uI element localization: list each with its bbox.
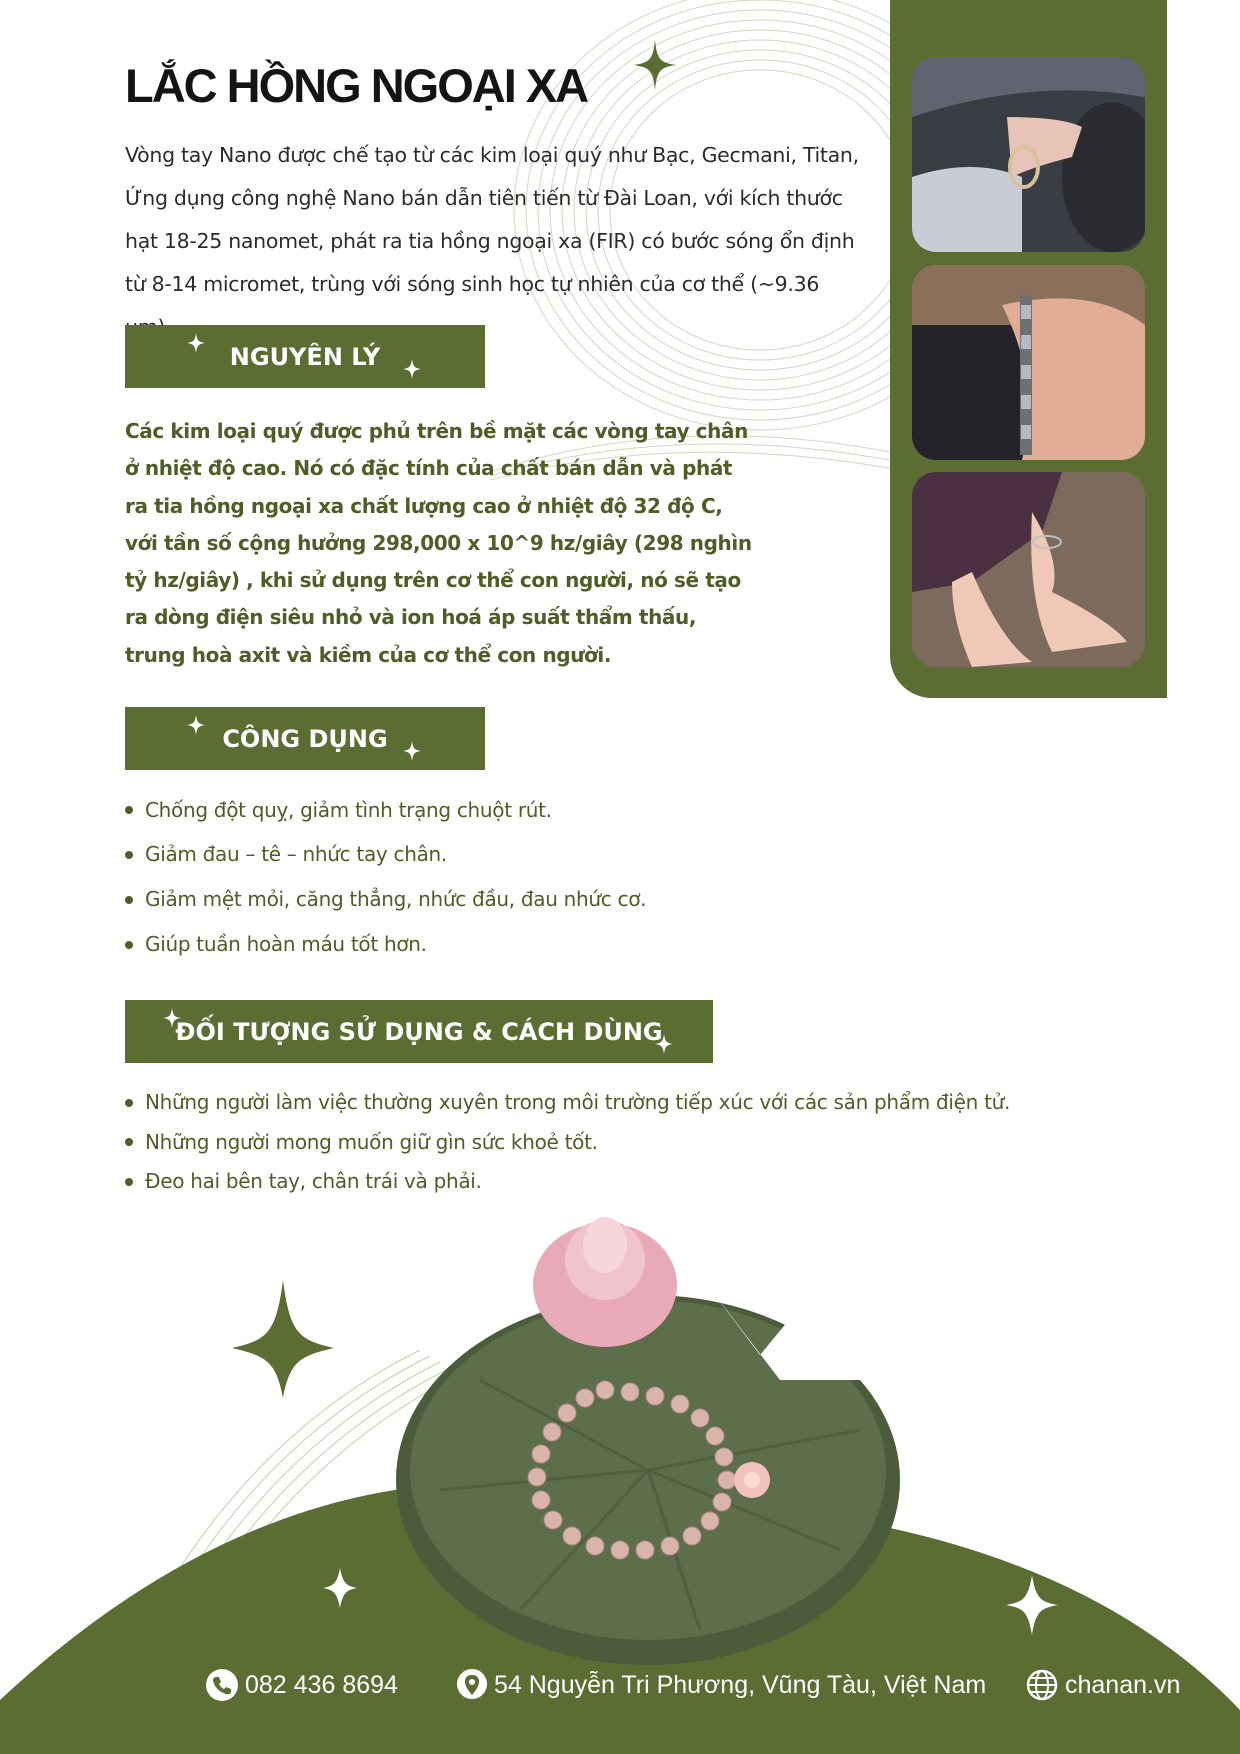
list-item: Những người làm việc thường xuyên trong môi trường tiếp xúc với các sản phẩm điện tử. [125, 1083, 1010, 1123]
section-heading-uses [125, 707, 485, 770]
phone-icon [205, 1668, 239, 1702]
page-title: LẮC HỒNG NGOẠI XA [125, 59, 588, 112]
photo-ankle-bracelet [912, 472, 1145, 667]
photo-bracelet-in-hand [912, 265, 1145, 460]
section-heading-label: CÔNG DỤNG [222, 724, 388, 753]
intro-paragraph: Vòng tay Nano được chế tạo từ các kim loại quý như Bạc, Gecmani, Titan, Ứng dụng công nghệ Nano bán dẫn tiên tiến từ Đài Loan, với kích thước hạt 18-25 nanomet, phát ra tia hồng ngoại xa (FIR) có bước sóng ổn định từ 8-14 micromet, trùng với sóng sinh học tự nhiên của cơ thể (~9.36 [125, 143, 859, 296]
website-text: chanan.vn [1065, 1670, 1181, 1699]
principle-paragraph: Các kim loại quý được phủ trên bề mặt các vòng tay chân ở nhiệt độ cao. Nó có đặc tính của chất bán dẫn và phát ra tia hồng ngoại xa chất lượng cao ở nhiệt độ 32 độ C, với tần số cộng hưởng 298,000 x 10^9 hz/giây (298 nghìn tỷ hz/giây) , khi sử dụng trên cơ thể con người, nó sẽ tạo ra dòng điện siêu nhỏ và ion hoá áp suất thẩm thấu, trung hoà axit và kiềm của cơ thể con người. [125, 419, 752, 667]
section-heading-targets [125, 1000, 713, 1063]
phone-number: 082 436 8694 [245, 1670, 398, 1699]
footer-contacts [0, 1664, 1240, 1706]
list-item: Giảm mệt mỏi, căng thẳng, nhức đầu, đau nhức cơ. [125, 877, 646, 922]
list-item: Những người mong muốn giữ gìn sức khoẻ tốt. [125, 1123, 1010, 1163]
sparkle-icon [403, 359, 421, 379]
list-item: Chống đột quỵ, giảm tình trạng chuột rút. [125, 788, 646, 832]
sparkle-icon [187, 333, 205, 353]
section-heading-principle [125, 325, 485, 388]
photo-panel [890, 0, 1167, 698]
sparkle-icon [655, 1034, 673, 1054]
sparkle-icon [403, 741, 421, 761]
footer-website[interactable] [1025, 1664, 1180, 1706]
photo-wrist-bracelet [912, 57, 1145, 252]
sparkle-icon [633, 40, 677, 90]
footer-address[interactable] [456, 1664, 986, 1706]
uses-list [125, 788, 646, 967]
list-item: Đeo hai bên tay, chân trái và phải. [125, 1162, 1010, 1202]
sparkle-icon [187, 715, 205, 735]
list-item: Giúp tuần hoàn máu tốt hơn. [125, 922, 646, 967]
globe-icon [1025, 1668, 1059, 1702]
list-item: Giảm đau – tê – nhức tay chân. [125, 832, 646, 877]
section-heading-label: NGUYÊN LÝ [229, 342, 381, 371]
sparkle-icon [163, 1008, 181, 1028]
location-pin-icon [456, 1668, 488, 1702]
section-heading-label: ĐỐI TƯỢNG SỬ DỤNG & CÁCH DÙNG [175, 1017, 663, 1046]
address-text: 54 Nguyễn Tri Phương, Vũng Tàu, Việt Nam [494, 1670, 987, 1699]
footer-phone[interactable] [205, 1664, 398, 1706]
